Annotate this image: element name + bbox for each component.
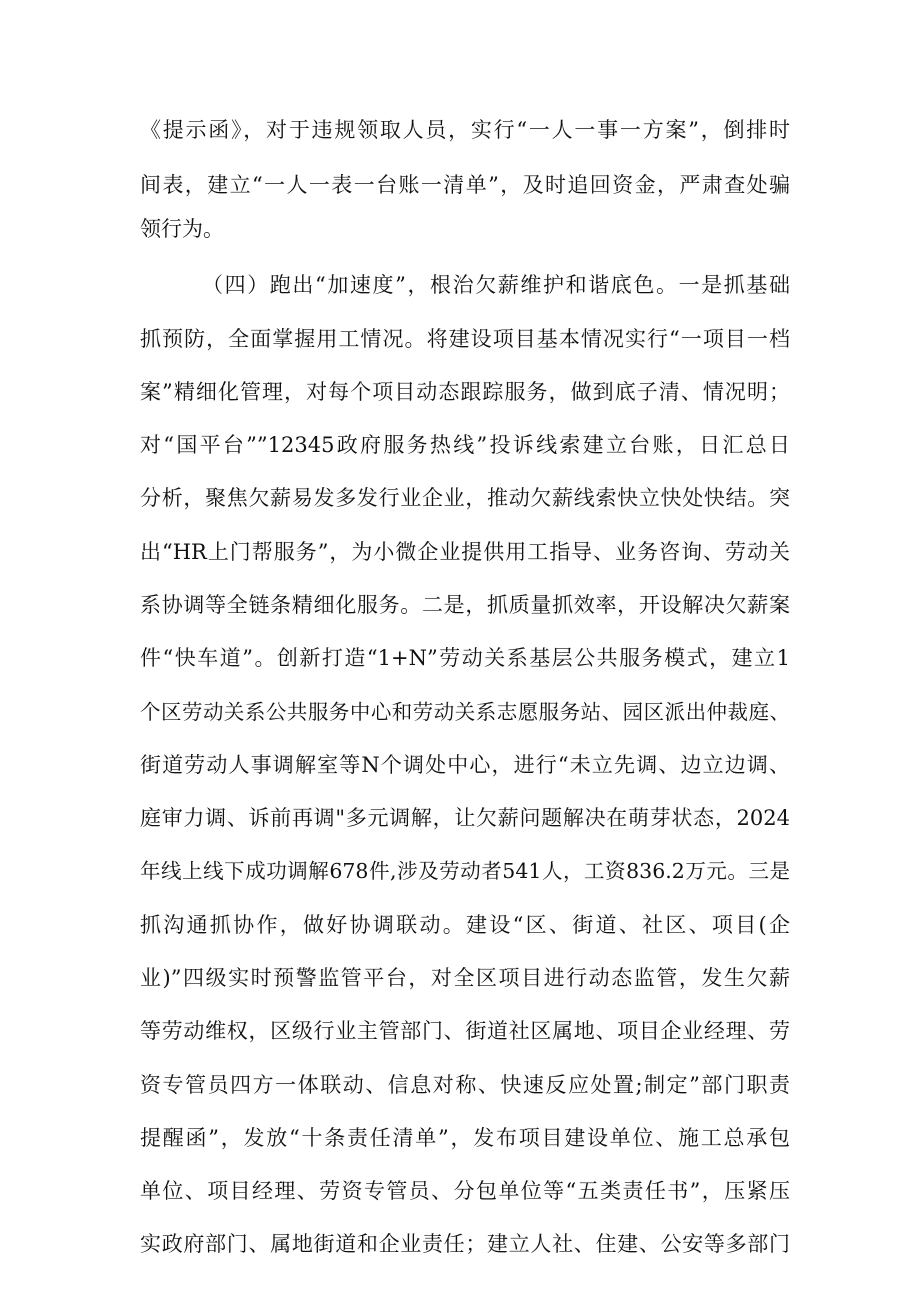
- paragraph-2-line-3: 案”精细化管理，对每个项目动态跟踪服务，做到底子清、情况明；: [140, 380, 790, 404]
- paragraph-2-line-12: 年线上线下成功调解678件,涉及劳动者541人，工资836.2万元。三是: [140, 859, 790, 883]
- paragraph-2-line-7: 系协调等全链条精细化服务。二是，抓质量抓效率，开设解决欠薪案: [140, 593, 790, 617]
- paragraph-2-line-14: 业)”四级实时预警监管平台，对全区项目进行动态监管，发生欠薪: [140, 966, 790, 990]
- paragraph-2-line-13: 抓沟通抓协作，做好协调联动。建设“区、街道、社区、项目(企: [140, 913, 790, 937]
- paragraph-1-line-1: 《提示函》，对于违规领取人员，实行“一人一事一方案”，倒排时: [140, 118, 790, 142]
- paragraph-2-line-19: 实政府部门、属地街道和企业责任；建立人社、住建、公安等多部门: [140, 1232, 790, 1256]
- paragraph-2-line-1: （四）跑出“加速度”，根治欠薪维护和谐底色。一是抓基础: [202, 273, 790, 297]
- paragraph-2-line-17: 提醒函”，发放“十条责任清单”，发布项目建设单位、施工总承包: [140, 1126, 790, 1150]
- paragraph-2-line-5: 分析，聚焦欠薪易发多发行业企业，推动欠薪线索快立快处快结。突: [140, 486, 790, 510]
- paragraph-2-line-9: 个区劳动关系公共服务中心和劳动关系志愿服务站、园区派出仲裁庭、: [140, 700, 790, 724]
- paragraph-2-line-11: 庭审力调、诉前再调"多元调解，让欠薪问题解决在萌芽状态，2024: [140, 806, 790, 830]
- paragraph-2-line-6: 出“HR上门帮服务”，为小微企业提供用工指导、业务咨询、劳动关: [140, 540, 790, 564]
- paragraph-1-line-2: 间表，建立“一人一表一台账一清单”，及时追回资金，严肃查处骗: [140, 173, 790, 197]
- paragraph-2-line-10: 街道劳动人事调解室等N个调处中心，进行“未立先调、边立边调、: [140, 753, 790, 777]
- paragraph-2-line-2: 抓预防，全面掌握用工情况。将建设项目基本情况实行“一项目一档: [140, 327, 790, 351]
- paragraph-2-line-8: 件“快车道”。创新打造“1+N”劳动关系基层公共服务模式，建立1: [140, 646, 790, 670]
- paragraph-1-line-3: 领行为。: [140, 217, 224, 241]
- paragraph-2-line-4: 对“国平台””12345政府服务热线”投诉线索建立台账，日汇总日: [140, 433, 790, 457]
- paragraph-2-line-18: 单位、项目经理、劳资专管员、分包单位等“五类责任书”，压紧压: [140, 1179, 790, 1203]
- paragraph-2-line-16: 资专管员四方一体联动、信息对称、快速反应处置;制定”部门职责: [140, 1073, 790, 1097]
- paragraph-2-line-15: 等劳动维权，区级行业主管部门、街道社区属地、项目企业经理、劳: [140, 1019, 790, 1043]
